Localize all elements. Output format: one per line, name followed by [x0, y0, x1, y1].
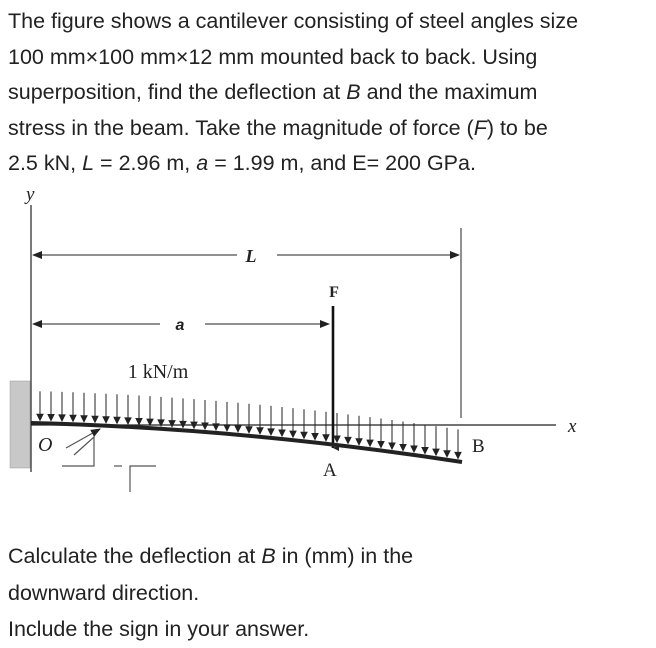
load-arrow-head	[301, 432, 307, 438]
point-B-label: B	[472, 436, 485, 457]
load-arrow-head	[400, 444, 406, 450]
load-arrow-head	[356, 439, 362, 445]
load-arrow-head	[92, 416, 98, 422]
load-arrow-head	[345, 437, 351, 443]
load-arrow-head	[169, 421, 175, 427]
load-arrow-head	[180, 421, 186, 427]
load-arrow-head	[389, 443, 395, 449]
load-arrow-head	[202, 423, 208, 429]
fixed-wall	[10, 381, 30, 468]
load-arrow-head	[279, 430, 285, 436]
load-arrow-head	[235, 426, 241, 432]
load-arrow-head	[48, 415, 54, 421]
problem-line-4-rest: ) to be	[486, 115, 548, 140]
load-arrow-head	[224, 425, 230, 431]
question-variable-B: B	[261, 544, 276, 568]
load-arrow-head	[114, 417, 120, 423]
x-axis-label: x	[568, 416, 577, 437]
load-arrow-head	[334, 436, 340, 442]
load-arrow-head	[422, 448, 428, 454]
load-arrow-head	[103, 417, 109, 423]
point-A-label: A	[323, 460, 337, 481]
load-arrow-head	[312, 434, 318, 440]
variable-F: F	[473, 115, 487, 140]
load-arrow-head	[147, 419, 153, 425]
problem-line-2: 100 mm×100 mm×12 mm mounted back to back. Using	[8, 44, 538, 69]
question-line-1-text: Calculate the deflection at	[8, 544, 262, 568]
a-and-modulus-value: = 1.99 m, and E= 200 GPa.	[208, 151, 476, 175]
question-line-2: downward direction.	[8, 580, 200, 605]
load-arrow-head	[213, 424, 219, 430]
question-line-1-rest: in (mm) in the	[275, 544, 414, 568]
problem-line-3-text: superposition, find the deflection at	[8, 80, 347, 104]
load-arrow-head	[136, 418, 142, 424]
cross-section-sketch	[62, 429, 156, 492]
variable-B: B	[346, 80, 361, 104]
load-arrow-head	[59, 415, 65, 421]
force-F-label: F	[329, 284, 339, 301]
load-arrow-head	[411, 446, 417, 452]
load-arrow-head	[378, 442, 384, 448]
load-arrow-head	[125, 418, 131, 424]
load-arrow-head	[290, 431, 296, 437]
problem-line-1: The figure shows a cantilever consisting of steel angles size	[8, 9, 579, 33]
load-arrow-head	[70, 415, 76, 421]
question-line-3: Include the sign in your answer.	[8, 617, 310, 641]
y-axis-label: y	[26, 184, 35, 205]
force-value: 2.5 kN,	[8, 151, 83, 175]
question-block	[8, 538, 648, 648]
problem-line-4	[8, 111, 648, 147]
dim-L-label: L	[245, 246, 257, 266]
load-arrow-head	[444, 451, 450, 457]
load-arrow-head	[268, 429, 274, 435]
load-arrow-head	[37, 414, 43, 420]
variable-a: a	[196, 151, 209, 175]
question-line-1	[8, 538, 648, 575]
dim-a-label: a	[175, 317, 185, 334]
load-arrow-head	[257, 428, 263, 434]
load-arrow-head	[246, 427, 252, 433]
load-arrow-head	[81, 416, 87, 422]
load-arrow-head	[367, 440, 373, 446]
origin-label: O	[38, 434, 53, 456]
cantilever-figure	[0, 180, 656, 510]
problem-line-4-text: stress in the beam. Take the magnitude of force (	[8, 115, 474, 140]
load-arrow-head	[433, 449, 439, 455]
problem-statement	[8, 4, 648, 182]
problem-line-5	[8, 146, 648, 182]
load-arrow-head	[455, 452, 461, 458]
length-value: = 2.96 m,	[94, 151, 197, 175]
problem-line-3	[8, 75, 648, 111]
variable-L: L	[82, 151, 95, 175]
problem-line-3-rest: and the maximum	[360, 80, 538, 104]
distributed-load-label: 1 kN/m	[127, 361, 189, 383]
load-arrow-head	[323, 435, 329, 441]
